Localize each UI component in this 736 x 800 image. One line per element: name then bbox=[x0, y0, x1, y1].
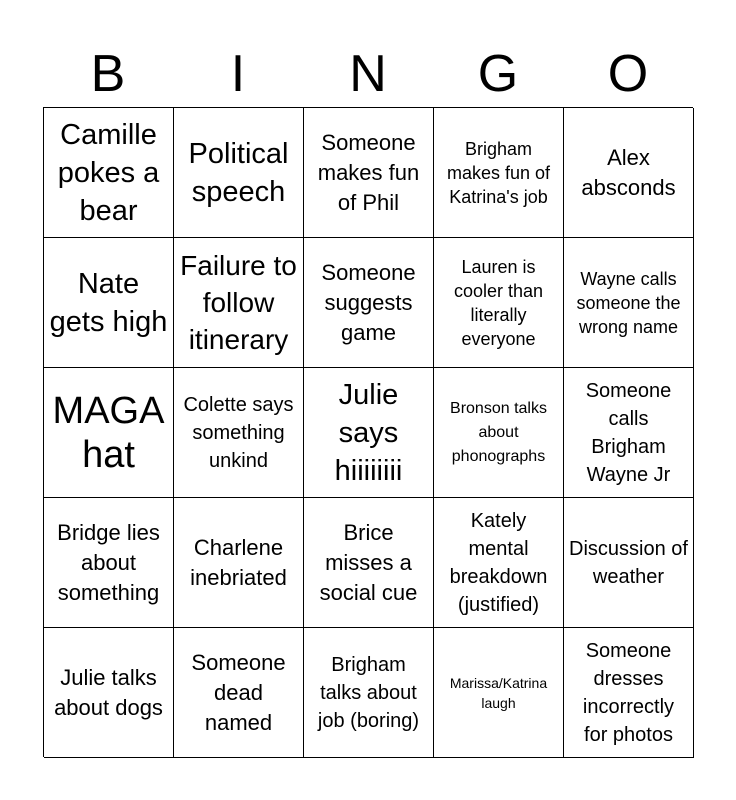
cell-label: Someone dead named bbox=[191, 649, 286, 735]
bingo-cell-r3c5[interactable] bbox=[564, 368, 694, 498]
bingo-cell-r1c5[interactable] bbox=[564, 108, 694, 238]
cell-label: Someone suggests game bbox=[321, 259, 416, 345]
cell-label: Someone dresses incorrectly for photos bbox=[582, 639, 675, 746]
cell-label: Brigham talks about job (boring) bbox=[317, 653, 420, 732]
header-letter-o: O bbox=[607, 45, 649, 103]
bingo-cell-r2c1[interactable] bbox=[44, 238, 174, 368]
bingo-cell-r3c2[interactable] bbox=[174, 368, 304, 498]
cell-label: Someone makes fun of Phil bbox=[317, 129, 420, 215]
cell-label: Nate gets high bbox=[49, 267, 168, 338]
bingo-cell-r4c2[interactable] bbox=[174, 498, 304, 628]
bingo-cell-r4c5[interactable] bbox=[564, 498, 694, 628]
bingo-cell-r3c1[interactable] bbox=[44, 368, 174, 498]
cell-label: Julie talks about dogs bbox=[54, 664, 163, 720]
bingo-cell-r5c5[interactable] bbox=[564, 628, 694, 758]
cell-label: Brice misses a social cue bbox=[319, 519, 418, 605]
bingo-cell-r2c2[interactable] bbox=[174, 238, 304, 368]
cell-label: Camille pokes a bear bbox=[57, 118, 160, 227]
bingo-cell-r2c3[interactable] bbox=[304, 238, 434, 368]
cell-label: Lauren is cooler than literally everyone bbox=[453, 256, 544, 349]
bingo-cell-r5c4[interactable] bbox=[434, 628, 564, 758]
bingo-cell-r1c2[interactable] bbox=[174, 108, 304, 238]
cell-label: Discussion of weather bbox=[569, 537, 688, 588]
cell-label: Charlene inebriated bbox=[190, 534, 287, 590]
cell-label: Bronson talks about phonographs bbox=[450, 399, 547, 465]
header-letter-n: N bbox=[349, 45, 387, 103]
bingo-cell-r3c4[interactable] bbox=[434, 368, 564, 498]
cell-label: Political speech bbox=[188, 137, 289, 208]
cell-label: Wayne calls someone the wrong name bbox=[576, 268, 681, 337]
bingo-cell-r4c4[interactable] bbox=[434, 498, 564, 628]
cell-label: Marissa/Katrina laugh bbox=[449, 674, 548, 711]
cell-label: Alex absconds bbox=[581, 144, 676, 200]
bingo-board bbox=[43, 107, 693, 757]
cell-label: Failure to follow itinerary bbox=[180, 250, 297, 355]
bingo-cell-r1c1[interactable] bbox=[44, 108, 174, 238]
header-letter-b: B bbox=[90, 45, 126, 103]
bingo-cell-r4c1[interactable] bbox=[44, 498, 174, 628]
cell-label: Brigham makes fun of Katrina's job bbox=[446, 138, 551, 207]
bingo-cell-r3c3[interactable] bbox=[304, 368, 434, 498]
bingo-cell-r1c4[interactable] bbox=[434, 108, 564, 238]
cell-label: MAGA hat bbox=[52, 389, 165, 476]
bingo-cell-r1c3[interactable] bbox=[304, 108, 434, 238]
cell-label: Julie says hiiiiiiii bbox=[334, 378, 403, 487]
bingo-cell-r2c4[interactable] bbox=[434, 238, 564, 368]
bingo-cell-r5c1[interactable] bbox=[44, 628, 174, 758]
header-letter-g: G bbox=[477, 45, 519, 103]
cell-label: Bridge lies about something bbox=[57, 519, 160, 605]
cell-label: Colette says something unkind bbox=[183, 393, 294, 472]
bingo-cell-r5c3[interactable] bbox=[304, 628, 434, 758]
cell-label: Someone calls Brigham Wayne Jr bbox=[585, 379, 672, 486]
bingo-cell-r2c5[interactable] bbox=[564, 238, 694, 368]
bingo-cell-r4c3[interactable] bbox=[304, 498, 434, 628]
bingo-header bbox=[43, 40, 693, 108]
header-letter-i: I bbox=[230, 45, 246, 103]
cell-label: Kately mental breakdown (justified) bbox=[449, 509, 548, 616]
bingo-cell-r5c2[interactable] bbox=[174, 628, 304, 758]
